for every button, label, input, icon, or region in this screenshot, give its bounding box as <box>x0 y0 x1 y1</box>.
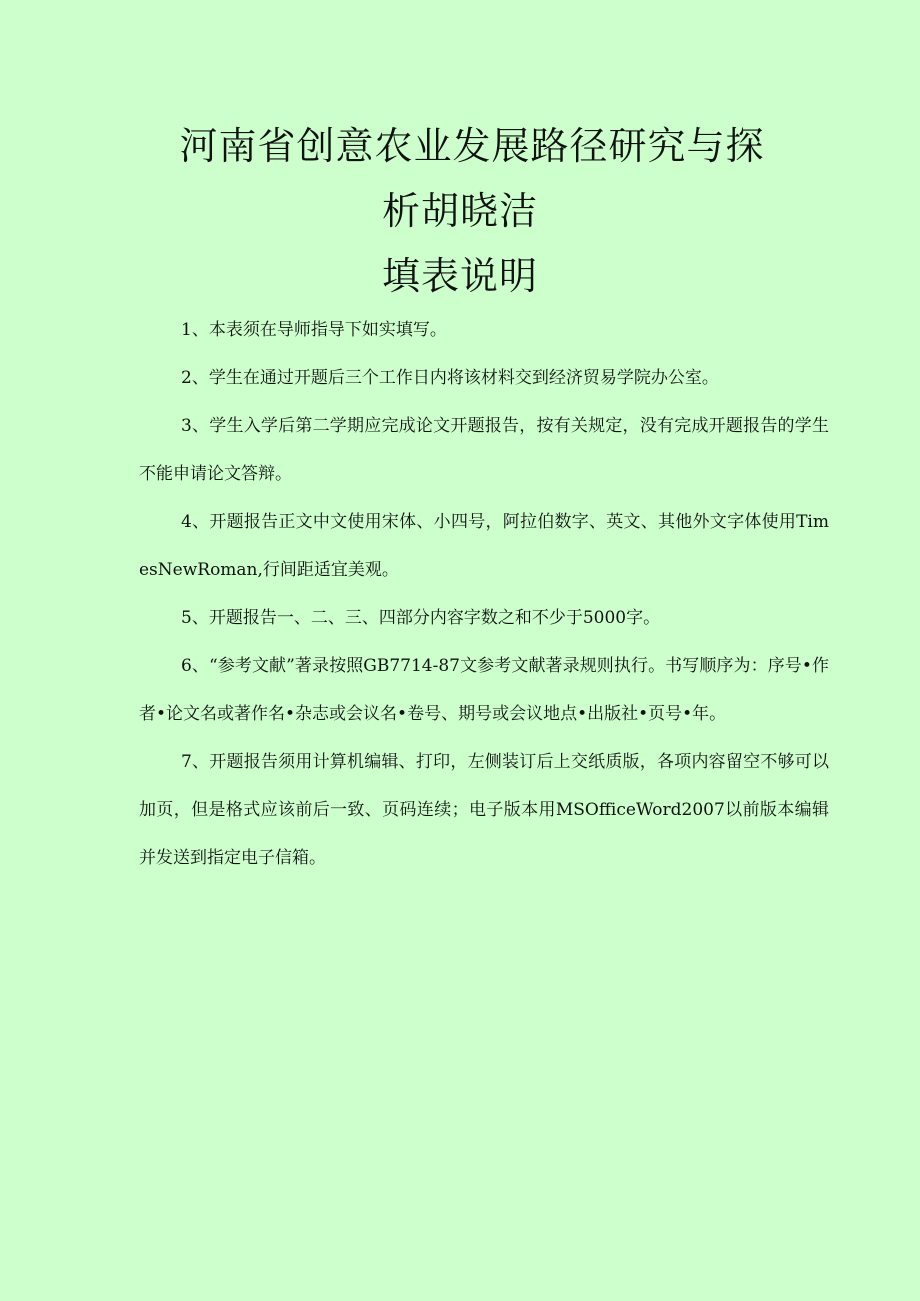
instructions-heading: 填表说明 <box>381 254 538 298</box>
instruction-item-3: 3、学生入学后第二学期应完成论文开题报告，按有关规定，没有完成开题报告的学生不能申请论文答辩。 <box>139 416 829 484</box>
instruction-item-2: 2、学生在通过开题后三个工作日内将该材料交到经济贸易学院办公室。 <box>181 368 719 388</box>
instructions-list <box>139 306 829 882</box>
instruction-item-4: 4、开题报告正文中文使用宋体、小四号，阿拉伯数字、英文、其他外文字体使用TimesNewRoman,行间距适宜美观。 <box>139 512 829 580</box>
instruction-item-1: 1、本表须在导师指导下如实填写。 <box>181 320 447 340</box>
instruction-item-6: 6、“参考文献”著录按照GB7714-87文参考文献著录规则执行。书写顺序为：序号•作者•论文名或著作名•杂志或会议名•卷号、期号或会议地点•出版社•页号•年。 <box>139 656 829 724</box>
document-title-line-1: 河南省创意农业发展路径研究与探 <box>179 124 765 168</box>
document-title-line-2: 析胡晓洁 <box>381 189 538 233</box>
instruction-item-7: 7、开题报告须用计算机编辑、打印，左侧装订后上交纸质版，各项内容留空不够可以加页，但是格式应该前后一致、页码连续；电子版本用MSOfficeWord2007以前版本编辑并发送到指定电子信箱。 <box>139 752 829 868</box>
instruction-item-5: 5、开题报告一、二、三、四部分内容字数之和不少于5000字。 <box>181 608 661 628</box>
